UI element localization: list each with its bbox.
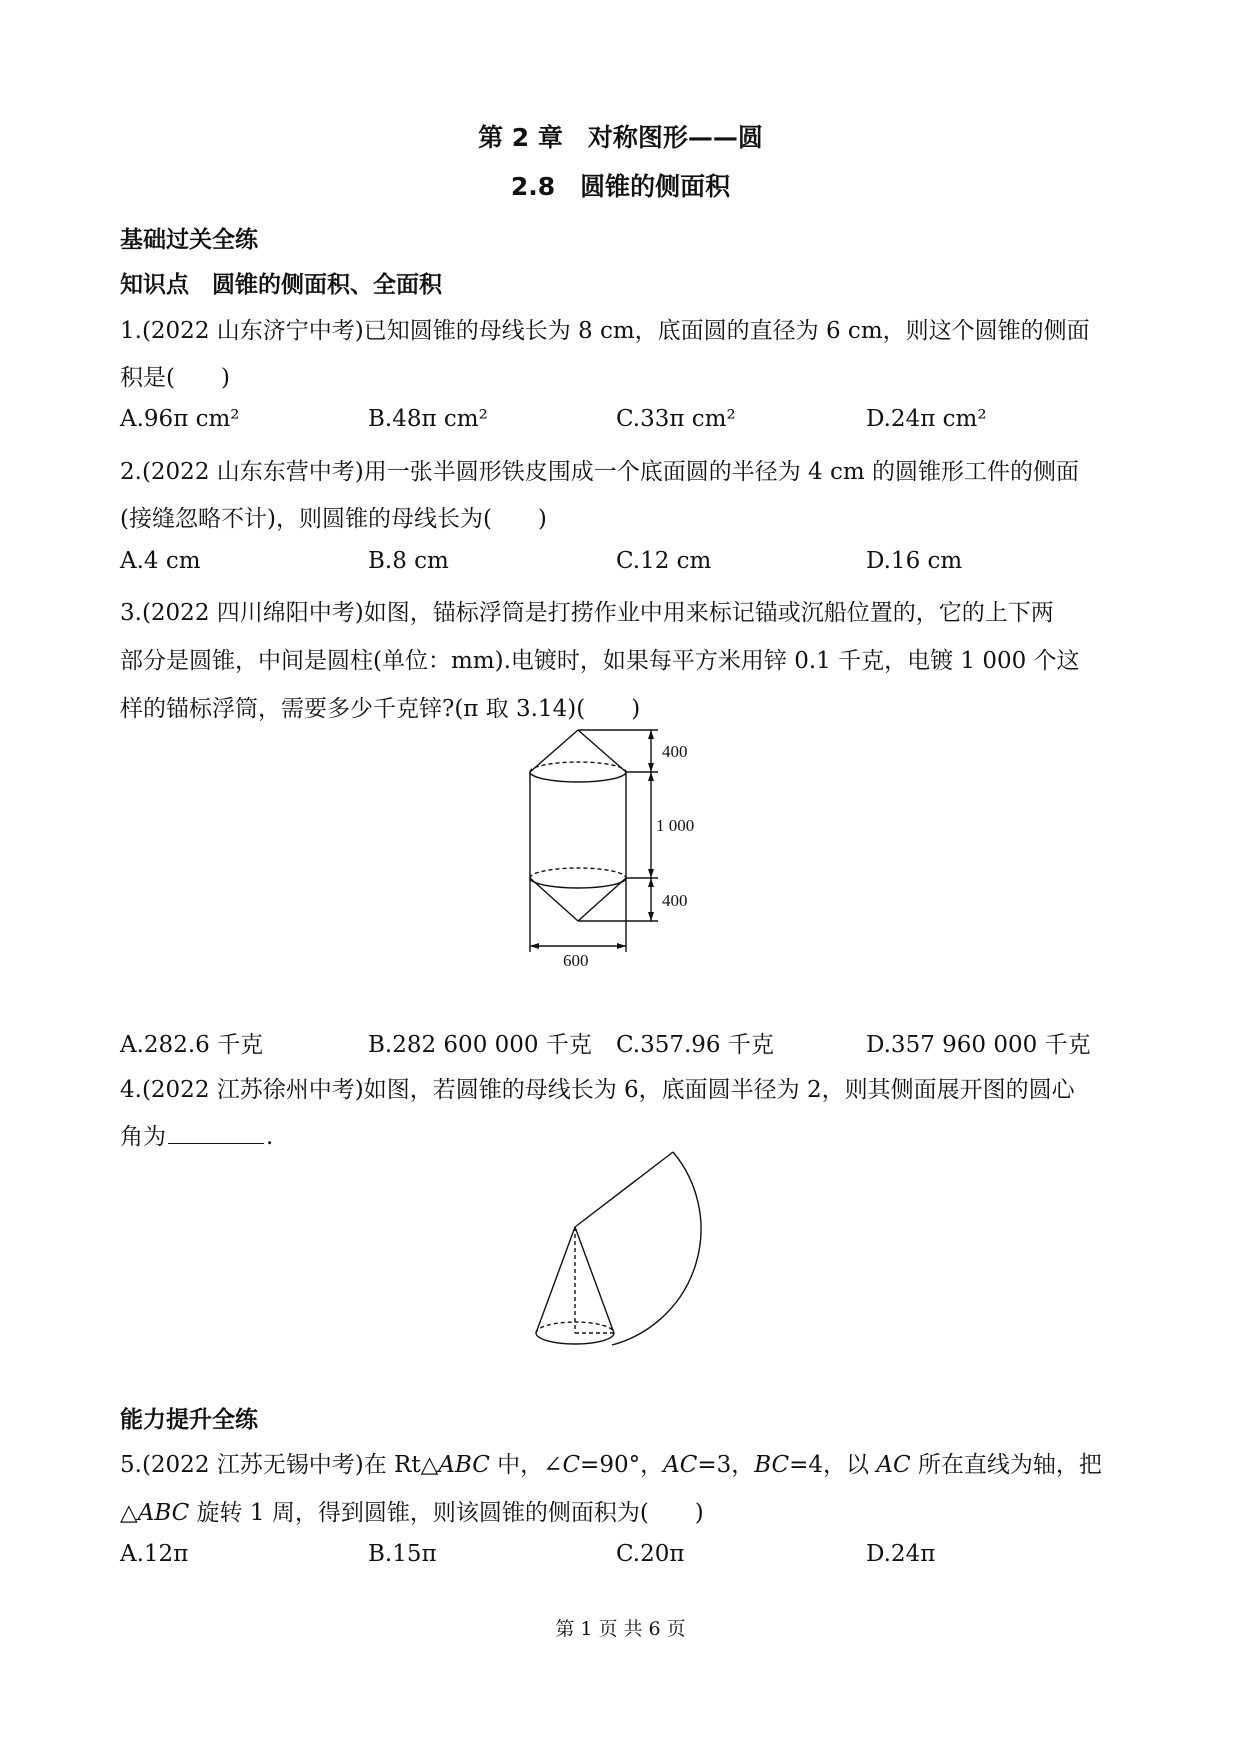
q5-option-a: A.12π — [120, 1541, 189, 1567]
q5-text-g: =3， — [697, 1452, 755, 1478]
q1-option-c: C.33π cm² — [616, 406, 736, 432]
section-heading-basic: 基础过关全练 — [120, 227, 258, 253]
q5-stem-line1 — [120, 1446, 1102, 1479]
cone-development-figure — [520, 1145, 720, 1370]
q2-option-c: C.12 cm — [616, 548, 712, 574]
chapter-title: 第 2 章 对称图形——圆 — [478, 123, 763, 152]
q3-option-c: C.357.96 千克 — [616, 1032, 774, 1058]
answer-blank[interactable] — [168, 1142, 264, 1144]
q5-text-k: 所在直线为轴，把 — [910, 1452, 1102, 1478]
knowledge-point-heading: 知识点 圆锥的侧面积、全面积 — [120, 272, 442, 298]
q5-option-b: B.15π — [368, 1541, 437, 1567]
q3-option-b: B.282 600 000 千克 — [368, 1032, 592, 1058]
q5-text-e: =90°， — [580, 1452, 664, 1478]
q2-option-a: A.4 cm — [120, 548, 201, 574]
dim-label-width: 600 — [563, 951, 589, 970]
q2-option-b: B.8 cm — [368, 548, 449, 574]
q5-segment-ac: AC — [663, 1452, 698, 1478]
q4-stem-line2 — [120, 1118, 273, 1151]
q4-stem-before-blank: 角为 — [120, 1124, 166, 1150]
q2-stem-line1: 2.(2022 山东东营中考)用一张半圆形铁皮围成一个底面圆的半径为 4 cm 的圆锥形工件的侧面 — [120, 459, 1079, 485]
q5-axis-ac: AC — [876, 1452, 911, 1478]
buoy-figure — [520, 720, 720, 970]
q5-line2-triangle: ABC — [137, 1500, 190, 1526]
q3-option-a: A.282.6 千克 — [120, 1032, 264, 1058]
q1-option-b: B.48π cm² — [368, 406, 488, 432]
q3-stem-line3: 样的锚标浮筒，需要多少千克锌?(π 取 3.14)( ) — [120, 696, 641, 722]
q5-line2-c: 旋转 1 周，得到圆锥，则该圆锥的侧面积为( ) — [189, 1500, 704, 1526]
q3-stem-line1: 3.(2022 四川绵阳中考)如图，锚标浮筒是打捞作业中用来标记锚或沉船位置的，它的上下两 — [120, 600, 1054, 626]
dim-label-bottom: 400 — [662, 891, 688, 910]
section-title: 2.8 圆锥的侧面积 — [510, 172, 731, 201]
q5-angle-vertex: C — [562, 1452, 581, 1478]
page-number: 第 1 页 共 6 页 — [555, 1618, 686, 1640]
q3-option-d: D.357 960 000 千克 — [866, 1032, 1091, 1058]
q5-text-a: 5.(2022 江苏无锡中考)在 Rt△ — [120, 1452, 439, 1478]
q4-stem-after-blank: . — [266, 1124, 274, 1150]
q5-option-c: C.20π — [616, 1541, 685, 1567]
q1-option-a: A.96π cm² — [120, 406, 240, 432]
q2-option-d: D.16 cm — [866, 548, 963, 574]
q5-text-c: 中，∠ — [489, 1452, 563, 1478]
q5-line2-a: △ — [120, 1500, 138, 1526]
dim-label-top: 400 — [662, 742, 688, 761]
q5-stem-line2 — [120, 1494, 704, 1527]
q1-stem-line2: 积是( ) — [120, 365, 230, 391]
q5-segment-bc: BC — [754, 1452, 790, 1478]
q2-stem-line2: (接缝忽略不计)，则圆锥的母线长为( ) — [120, 506, 547, 532]
q5-option-d: D.24π — [866, 1541, 936, 1567]
q5-text-i: =4，以 — [789, 1452, 877, 1478]
q1-stem-line1: 1.(2022 山东济宁中考)已知圆锥的母线长为 8 cm，底面圆的直径为 6 cm，则这个圆锥的侧面 — [120, 318, 1090, 344]
q5-triangle-name: ABC — [438, 1452, 490, 1478]
dim-label-middle: 1 000 — [656, 816, 695, 835]
q1-option-d: D.24π cm² — [866, 406, 987, 432]
section-heading-advanced: 能力提升全练 — [120, 1407, 258, 1433]
q3-stem-line2: 部分是圆锥，中间是圆柱(单位：mm).电镀时，如果每平方米用锌 0.1 千克，电镀 1 000 个这 — [120, 648, 1080, 674]
q4-stem-line1: 4.(2022 江苏徐州中考)如图，若圆锥的母线长为 6，底面圆半径为 2，则其侧面展开图的圆心 — [120, 1077, 1075, 1103]
